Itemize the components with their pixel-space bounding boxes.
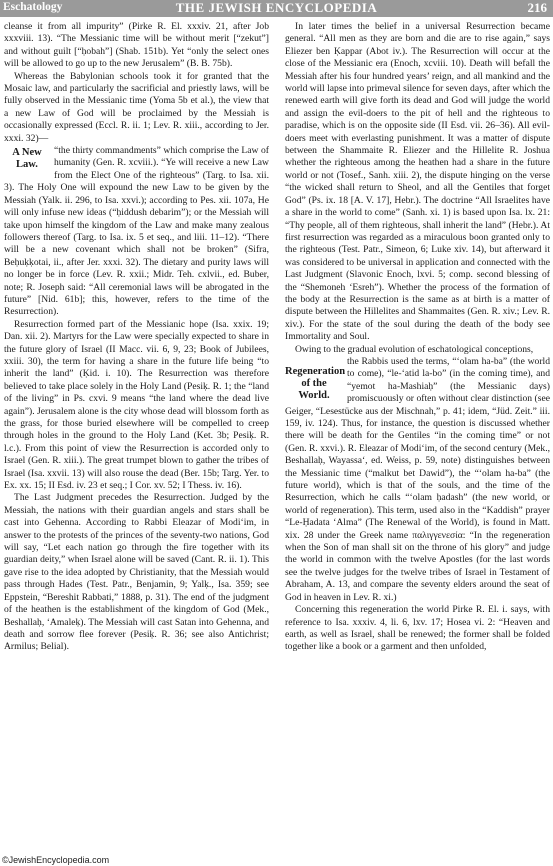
paragraph: The Last Judgment precedes the Resurrection. Judged by the Messiah, the nations with their guardian angels and stars shall be cast into Gehenna. According to Rabbi Eleazar of Modi‘im, in answer to the protests of the princes of the seventy-two nations, God will say, “Let each nation go through the fire together with its guardian deity,” when Israel alone will be saved (Cant. R. ii. 1). This gave rise to the idea adopted by Christianity, that the Messiah would pass through Hades (Test. Patr., Benjamin, 9; Yalḳ., Isa. 359; see Eppstein, “Bereshit Rabbati,” 1888, p. 31). The end of the judgment of the heathen is the establishment of the kingdom of God (Mek., Beshallaḥ, ‘Amaleḳ). The Messiah will cast Satan into Gehenna, and death and sorrow flee forever (Pesiḳ. R. 36; see also Antichrist; Armilus; Belial). <box>4 492 269 653</box>
right-column <box>285 21 550 654</box>
page-number: 216 <box>527 0 547 15</box>
left-column <box>4 21 269 654</box>
paragraph: Owing to the gradual evolution of eschatological conceptions, <box>295 343 534 355</box>
paragraph: cleanse it from all impurity” (Pirke R. El. xxxiv. 21, after Job xxxviii. 13). “The Messianic time will be without merit [“zekut”] and without guilt [“ḥobah”] (Shab. 151b). Yet “only the select ones will be allowed to go up to the new Jerusalem” (B. B. 75b). <box>4 21 269 70</box>
paragraph: Concerning this regeneration the world Pirke R. El. i. says, with reference to Isa. xxxiv. 4, li. 6, lxv. 17; Hosea vi. 2: “Heaven and earth, as well as Israel, shall be renewed; the former shall be folded together like a book or a garment and then unfolded, <box>285 604 550 653</box>
page-header <box>0 0 553 17</box>
paragraph: the Rabbis used the terms, “‘olam ha-ba” (the world to come), “le-‘atid la-bo” (in the coming time), and “yemot ha-Mashiaḥ” (the Messianic days) promiscuously or often without clear distinction (see Geiger, “Lesestücke aus der Mischnah,” p. 41; idem, “Jüd. Zeit.” iii. 159, iv. 124). Thus, for instance, the question is discussed whether there will be death for the Gentiles “in the coming time” or not (Gen. R. xxvi.). R. Eleazar of Modi‘im, of the second century (Mek., Beshallaḥ, Wayassa‘, ed. Weiss, p. 59, note) distinguishes between the Messianic time (“malkut bet Dawid”), the “‘olam ha-ba” (the future world), which is that of the souls, and the time of the Resurrection, which he calls “‘olam ḥadash” (the new world, or world of regeneration). This term, used also in the “Kaddish” prayer “Le-Ḥadata ‘Alma” (The Renewal of the World), is found in Matt. xix. 28 under the Greek name παλιγγενεσία: “In the regeneration when the Son of man shall sit on the throne of his glory” and judge the world in common with the twelve Apostles (for the last words see the twelve judges for the twelve tribes of Israel in Testament of Abraham, A. 13, and compare the seventy elders around the seat of God in heaven in Lev. R. xi.) <box>285 355 550 603</box>
paragraph: “the thirty commandments” which comprise the Law of humanity (Gen. R. xcviii.). “Ye will receive a new Law from the Elect One of the righteous” (Targ. to Isa. xii. 3). The Holy One will expound the new Law to be given by the Messiah (Yalk. ii. 296, to Isa. xxvi.); according to Pes. xii. 107a, He will only infuse new ideas (“ḥiddush debarim”); or the Messiah will take upon himself the kingdom of the Law and make many zealous followers thereof (Targ. to Isa. ix. 5 et seq., and liii. 11–12). “There will be a new covenant which shall not be broken” (Sifra, Beḥuḳḳotai, ii., after Jer. xxxi. 32). The dietary and purity laws will no longer be in force (Lev. R. xxii.; Midr. Teh. cxlvii., ed. Buber, note; R. Joseph said: “All ceremonial laws will be abrogated in the future” [Nid. 61b]; this, however, refers to the time of the Resurrection). <box>4 145 269 318</box>
copyright-footer: ©JewishEncyclopedia.com <box>2 855 110 865</box>
paragraph: Whereas the Babylonian schools took it for granted that the Mosaic law, and particularly the sacrificial and priestly laws, will be fully observed in the Messianic time (Yoma 5b et al.), the view that a new Law of God will be proclaimed by the Messiah is occasionally expressed (Eccl. R. ii. 1; Lev. R. xiii., according to Jer. xxxi. 32)— <box>4 70 269 144</box>
sidenote-new-law: A New Law. <box>12 147 42 171</box>
paragraph: Resurrection formed part of the Messianic hope (Isa. xxix. 19; Dan. xii. 2). Martyrs for the Law were specially expected to share in the future glory of Israel (II Macc. vii. 6, 9, 23; Book of Jubilees, xxiii. 30), the term for having a share in the future life being “to inherit the land” (Ḳid. i. 10). The Resurrection was therefore believed to take place solely in the Holy Land (Pesiḳ. R. 1; the “land of the living” in Ps. cxvi. 9 means “the land where the dead live again”). Jerusalem alone is the city whose dead will blossom forth as the grass, for those buried elsewhere will be compelled to creep through holes in the ground to the Holy Land (Ket. 3b; Pesiḳ. R. l.c.). From this point of view the Resurrection is accorded only to Israel (Gen. R. xiii.). The great trumpet blown to gather the tribes of Israel (Isa. xxvii. 13) will also rouse the dead (Ber. 15b; Targ. Yer. to Ex. xx. 15; II Esd. iv. 23 et seq.; I Cor. xv. 52; I Thess. iv. 16). <box>4 318 269 492</box>
publication-title: THE JEWISH ENCYCLOPEDIA <box>175 0 378 15</box>
paragraph: In later times the belief in a universal Resurrection became general. “All men as they are born and die are to rise again,” says Eliezer ben Ḳappar (Abot iv.). The Resurrection will occur at the close of the Messianic era (Enoch, xcviii. 10). Death will befall the Messiah after his four hundred years’ reign, and all mankind and the world will lapse into primeval silence for seven days, after which the renewed earth will give forth its dead and God will judge the world and assign the evil-doers to the pit of hell and the righteous to paradise, which is on the opposite side (II Esd. vii. 26–36). All evil-doers meet with everlasting punishment. It was a matter of dispute between the Shammaite R. Eliezer and the Hillelite R. Joshua whether the righteous among the heathen had a share in the future world or not (Tosef., Sanh. xiii. 2), the dispute hinging on the verse “the wicked shall return to Sheol, and all the Gentiles that forget God” (Ps. ix. 18 [A. V. 17], Hebr.). The doctrine “All Israelites have a share in the world to come” (Sanh. xi. 1) is based upon Isa. lx. 21: “Thy people, all of them righteous, shall inherit the land” (Hebr.). At first resurrection was regarded as a miraculous boon granted only to the righteous (Test. Patr., Simeon, 6; Luke xiv. 14), but afterward it was considered to be universal in application and connected with the Last Judgment (Slavonic Enoch, lxvi. 5; comp. second blessing of the “Shemoneh ‘Esreh”). Whether the process of the formation of the body at the Resurrection is the same as at birth is a matter of dispute between the Hillelites and Shammaites (Gen. R. xiv.; Lev. R. xiv.). For the state of the soul during the death of the body see Immortality and Soul. <box>285 21 550 343</box>
sidenote-regeneration: Regeneration of the World. <box>285 365 346 401</box>
section-name: Eschatology <box>3 1 63 13</box>
